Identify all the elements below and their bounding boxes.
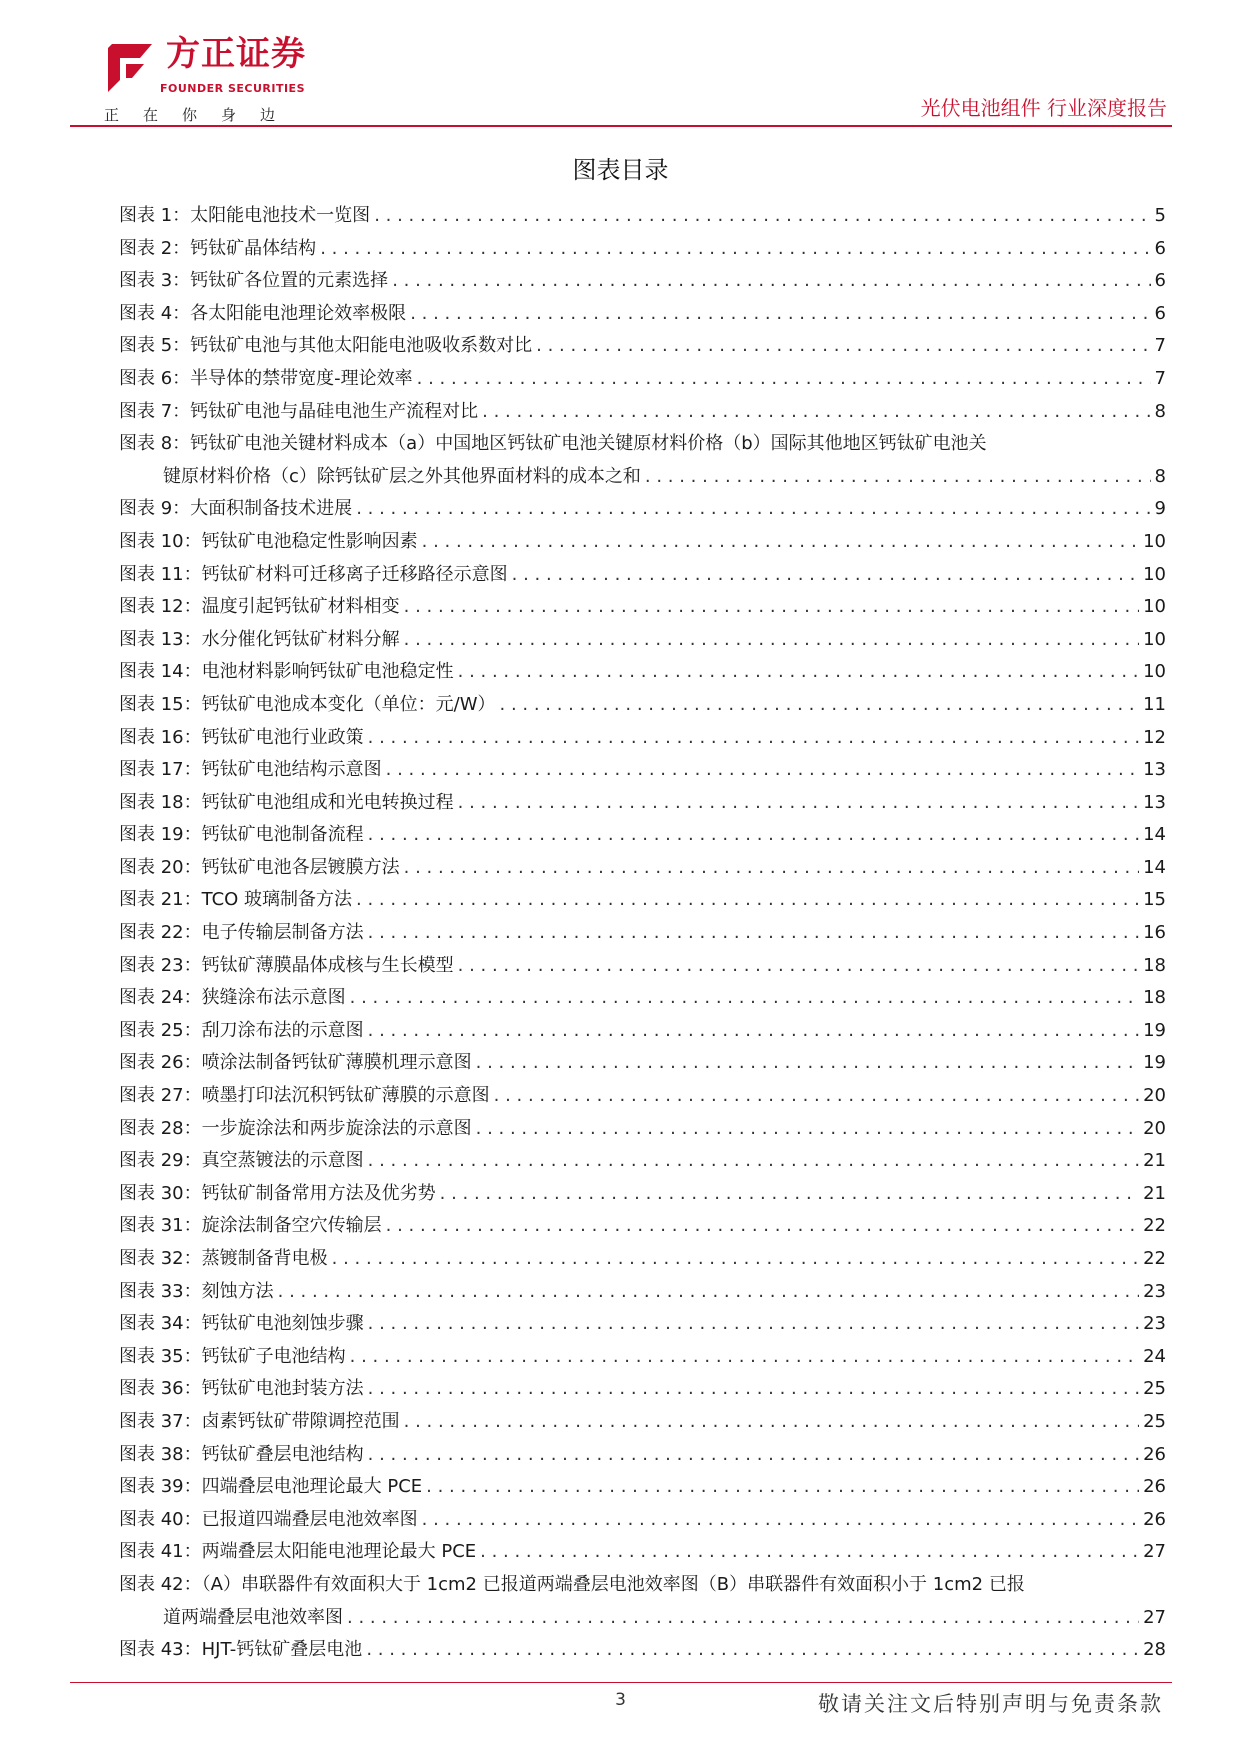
toc-entry-label: 图表 4：各太阳能电池理论效率极限 xyxy=(119,302,407,324)
toc-entry[interactable] xyxy=(119,330,1166,363)
dot-leader xyxy=(417,363,1151,396)
toc-entry[interactable] xyxy=(119,1373,1166,1406)
dot-leader xyxy=(350,982,1139,1015)
toc-entry-page: 14 xyxy=(1143,856,1166,878)
disclaimer-note: 敬请关注文后特别声明与免责条款 xyxy=(818,1692,1163,1716)
toc-entry[interactable] xyxy=(119,1210,1166,1243)
toc-entry-page: 6 xyxy=(1154,270,1166,292)
toc-entry[interactable] xyxy=(119,200,1166,233)
toc-entry[interactable] xyxy=(119,982,1166,1015)
toc-entry-page: 10 xyxy=(1143,628,1166,650)
dot-leader xyxy=(494,1080,1139,1113)
toc-entry-label: 图表 16：钙钛矿电池行业政策 xyxy=(119,726,364,748)
page-number: 3 xyxy=(615,1690,626,1710)
dot-leader xyxy=(368,1308,1139,1341)
brand-name-english: FOUNDER SECURITIES xyxy=(160,82,305,95)
toc-entry[interactable] xyxy=(119,1243,1166,1276)
toc-entry-label: 图表 7：钙钛矿电池与晶硅电池生产流程对比 xyxy=(119,400,479,422)
toc-entry[interactable] xyxy=(119,428,1166,493)
dot-leader xyxy=(320,233,1150,266)
toc-entry[interactable] xyxy=(119,722,1166,755)
toc-entry[interactable] xyxy=(119,396,1166,429)
dot-leader xyxy=(368,1015,1139,1048)
dot-leader xyxy=(404,1406,1139,1439)
toc-entry[interactable] xyxy=(119,559,1166,592)
dot-leader xyxy=(386,1210,1139,1243)
dot-leader xyxy=(458,656,1139,689)
toc-entry-label: 图表 33：刻蚀方法 xyxy=(119,1280,274,1302)
toc-entry-label: 图表 2：钙钛矿晶体结构 xyxy=(119,237,317,259)
dot-leader xyxy=(422,526,1139,559)
toc-entry-label: 图表 35：钙钛矿子电池结构 xyxy=(119,1345,346,1367)
toc-entry-page: 5 xyxy=(1154,205,1166,226)
toc-entry[interactable] xyxy=(119,1439,1166,1472)
toc-entry-label: 图表 9：大面积制备技术进展 xyxy=(119,498,353,520)
dot-leader xyxy=(356,884,1139,917)
toc-entry[interactable] xyxy=(119,1145,1166,1178)
toc-entry-page: 26 xyxy=(1143,1508,1166,1530)
founder-logo-icon xyxy=(102,40,158,96)
toc-entry-label-continued: 道两端叠层电池效率图 xyxy=(163,1606,343,1628)
toc-entry-label: 图表 12：温度引起钙钛矿材料相变 xyxy=(119,596,400,618)
toc-entry-page: 9 xyxy=(1154,498,1166,520)
toc-entry[interactable] xyxy=(119,1341,1166,1374)
dot-leader xyxy=(368,1439,1139,1472)
dot-leader xyxy=(536,330,1150,363)
toc-entry-label: 图表 30：钙钛矿制备常用方法及优劣势 xyxy=(119,1182,436,1204)
toc-entry-page: 10 xyxy=(1143,661,1166,683)
toc-entry-label: 图表 43：HJT-钙钛矿叠层电池 xyxy=(119,1639,363,1661)
toc-entry-page: 26 xyxy=(1143,1443,1166,1465)
toc-entry-page: 27 xyxy=(1143,1606,1166,1628)
toc-entry[interactable] xyxy=(119,950,1166,983)
toc-entry[interactable] xyxy=(119,1276,1166,1309)
footer-divider xyxy=(70,1682,1172,1683)
toc-entry-page: 13 xyxy=(1143,759,1166,781)
toc-entry[interactable] xyxy=(119,1113,1166,1146)
toc-entry-label: 图表 29：真空蒸镀法的示意图 xyxy=(119,1150,364,1172)
toc-entry-page: 8 xyxy=(1154,465,1166,487)
brand-name: 方正证券 xyxy=(166,34,306,74)
brand-slogan: 正在你身边 xyxy=(104,106,300,124)
toc-entry[interactable] xyxy=(119,1504,1166,1537)
toc-entry-label: 图表 23：钙钛矿薄膜晶体成核与生长模型 xyxy=(119,954,454,976)
toc-entry[interactable] xyxy=(119,591,1166,624)
toc-entry[interactable] xyxy=(119,493,1166,526)
toc-entry-label: 图表 10：钙钛矿电池稳定性影响因素 xyxy=(119,530,418,552)
toc-entry-label: 图表 6：半导体的禁带宽度-理论效率 xyxy=(119,367,413,389)
toc-entry-page: 7 xyxy=(1154,335,1166,357)
dot-leader xyxy=(512,559,1139,592)
toc-entry[interactable] xyxy=(119,819,1166,852)
toc-entry-page: 23 xyxy=(1143,1280,1166,1302)
toc-entry-page: 12 xyxy=(1143,726,1166,748)
dot-leader xyxy=(480,1536,1139,1569)
toc-entry-page: 28 xyxy=(1143,1639,1166,1661)
toc-entry[interactable] xyxy=(119,1569,1166,1634)
toc-entry-page: 6 xyxy=(1154,237,1166,259)
dot-leader xyxy=(386,754,1139,787)
toc-entry-label: 图表 5：钙钛矿电池与其他太阳能电池吸收系数对比 xyxy=(119,335,533,357)
toc-entry[interactable] xyxy=(119,689,1166,722)
toc-entry-label: 图表 34：钙钛矿电池刻蚀步骤 xyxy=(119,1313,364,1335)
toc-entry[interactable] xyxy=(119,298,1166,331)
dot-leader xyxy=(645,461,1151,494)
toc-entry[interactable] xyxy=(119,852,1166,885)
dot-leader xyxy=(458,950,1139,983)
toc-entry-page: 19 xyxy=(1143,1052,1166,1074)
toc-entry-label: 图表 39：四端叠层电池理论最大 PCE xyxy=(119,1476,423,1498)
toc-entry-page: 19 xyxy=(1143,1019,1166,1041)
toc-entry[interactable] xyxy=(119,1047,1166,1080)
dot-leader xyxy=(404,852,1139,885)
toc-entry-page: 23 xyxy=(1143,1313,1166,1335)
toc-entry[interactable] xyxy=(119,917,1166,950)
toc-entry[interactable] xyxy=(119,363,1166,396)
toc-entry[interactable] xyxy=(119,754,1166,787)
dot-leader xyxy=(404,591,1139,624)
dot-leader xyxy=(374,200,1150,233)
toc-entry-page: 26 xyxy=(1143,1476,1166,1498)
toc-entry[interactable] xyxy=(119,624,1166,657)
toc-entry-label: 图表 11：钙钛矿材料可迁移离子迁移路径示意图 xyxy=(119,563,508,585)
toc-entry-page: 20 xyxy=(1143,1117,1166,1139)
toc-entry[interactable] xyxy=(119,1536,1166,1569)
toc-entry-page: 22 xyxy=(1143,1248,1166,1269)
toc-entry-label: 图表 8：钙钛矿电池关键材料成本（a）中国地区钙钛矿电池关键原材料价格（b）国际其他地区钙钛矿电池关 xyxy=(119,433,987,455)
toc-entry-page: 20 xyxy=(1143,1085,1166,1107)
dot-leader xyxy=(366,1634,1139,1667)
toc-entry-label: 图表 40：已报道四端叠层电池效率图 xyxy=(119,1508,418,1530)
toc-entry-label: 图表 24：狭缝涂布法示意图 xyxy=(119,987,346,1009)
dot-leader xyxy=(476,1113,1139,1146)
dot-leader xyxy=(410,298,1150,331)
dot-leader xyxy=(332,1243,1139,1276)
toc-entry-page: 24 xyxy=(1143,1345,1166,1367)
toc-entry-label: 图表 17：钙钛矿电池结构示意图 xyxy=(119,759,382,781)
toc-entry-page: 11 xyxy=(1143,693,1166,715)
toc-entry-label: 图表 13：水分催化钙钛矿材料分解 xyxy=(119,628,400,650)
toc-entry-page: 16 xyxy=(1143,922,1166,944)
dot-leader xyxy=(368,1373,1139,1406)
dot-leader xyxy=(356,493,1150,526)
toc-entry-page: 8 xyxy=(1154,400,1166,422)
dot-leader xyxy=(404,624,1139,657)
toc-entry-label: 图表 42：（A）串联器件有效面积大于 1cm2 已报道两端叠层电池效率图（B）串联器件有效面积小于 1cm2 已报 xyxy=(119,1573,1025,1595)
toc-entry[interactable] xyxy=(119,787,1166,820)
toc-entry-page: 10 xyxy=(1143,563,1166,585)
dot-leader xyxy=(278,1276,1139,1309)
toc-entry-label: 图表 36：钙钛矿电池封装方法 xyxy=(119,1378,364,1400)
toc-entry-page: 21 xyxy=(1143,1182,1166,1204)
toc-entry-label: 图表 15：钙钛矿电池成本变化（单位：元/W） xyxy=(119,693,496,715)
toc-entry[interactable] xyxy=(119,1015,1166,1048)
dot-leader xyxy=(458,787,1139,820)
toc-entry-label: 图表 18：钙钛矿电池组成和光电转换过程 xyxy=(119,791,454,813)
report-type: 光伏电池组件 行业深度报告 xyxy=(920,96,1167,120)
toc-entry-label: 图表 21：TCO 玻璃制备方法 xyxy=(119,889,353,911)
toc-entry-page: 7 xyxy=(1154,367,1166,389)
dot-leader xyxy=(368,819,1139,852)
dot-leader xyxy=(368,1145,1139,1178)
toc-entry[interactable] xyxy=(119,1406,1166,1439)
toc-entry-label: 图表 22：电子传输层制备方法 xyxy=(119,922,364,944)
toc-entry[interactable] xyxy=(119,526,1166,559)
toc-entry-page: 25 xyxy=(1143,1378,1166,1400)
toc-entry[interactable] xyxy=(119,265,1166,298)
toc-entry-label: 图表 25：刮刀涂布法的示意图 xyxy=(119,1019,364,1041)
toc-entry-label: 图表 38：钙钛矿叠层电池结构 xyxy=(119,1443,364,1465)
toc-entry[interactable] xyxy=(119,1471,1166,1504)
toc-title: 图表目录 xyxy=(572,156,669,184)
toc-entry-page: 14 xyxy=(1143,824,1166,846)
toc-entry-page: 15 xyxy=(1143,889,1166,911)
dot-leader xyxy=(476,1047,1139,1080)
dot-leader xyxy=(350,1341,1139,1374)
dot-leader xyxy=(392,265,1150,298)
toc-entry-page: 10 xyxy=(1143,596,1166,618)
toc-entry-page: 6 xyxy=(1154,302,1166,324)
toc-entry[interactable] xyxy=(119,1308,1166,1341)
toc-entry[interactable] xyxy=(119,1080,1166,1113)
toc-entry-label: 图表 28：一步旋涂法和两步旋涂法的示意图 xyxy=(119,1117,472,1139)
toc-entry-label: 图表 31：旋涂法制备空穴传输层 xyxy=(119,1215,382,1237)
dot-leader xyxy=(368,722,1139,755)
toc-entry[interactable] xyxy=(119,233,1166,266)
toc-entry-page: 22 xyxy=(1143,1215,1166,1237)
dot-leader xyxy=(482,396,1150,429)
dot-leader xyxy=(422,1504,1139,1537)
toc-entry-page: 25 xyxy=(1143,1410,1166,1432)
toc-entry-label: 图表 3：钙钛矿各位置的元素选择 xyxy=(119,270,389,292)
dot-leader xyxy=(347,1602,1139,1635)
toc-entry-page: 27 xyxy=(1143,1541,1166,1563)
toc-entry-page: 21 xyxy=(1143,1150,1166,1172)
toc-entry[interactable] xyxy=(119,1634,1166,1667)
dot-leader xyxy=(426,1471,1139,1504)
toc-entry[interactable] xyxy=(119,656,1166,689)
toc-entry-label: 图表 26：喷涂法制备钙钛矿薄膜机理示意图 xyxy=(119,1052,472,1074)
toc-entry-page: 10 xyxy=(1143,530,1166,552)
toc-entry-label: 图表 41：两端叠层太阳能电池理论最大 PCE xyxy=(119,1541,477,1563)
toc-entry-label: 图表 14：电池材料影响钙钛矿电池稳定性 xyxy=(119,661,454,683)
dot-leader xyxy=(500,689,1140,722)
toc-entry[interactable] xyxy=(119,1178,1166,1211)
dot-leader xyxy=(440,1178,1139,1211)
toc-entry-page: 13 xyxy=(1143,791,1166,813)
toc-entry-label: 图表 1：太阳能电池技术一览图 xyxy=(119,205,371,226)
dot-leader xyxy=(368,917,1139,950)
header-divider xyxy=(70,125,1172,127)
toc-entry[interactable] xyxy=(119,884,1166,917)
toc-entry-label: 图表 20：钙钛矿电池各层镀膜方法 xyxy=(119,856,400,878)
page-header xyxy=(0,0,1241,128)
toc-entry-label: 图表 32：蒸镀制备背电极 xyxy=(119,1248,328,1269)
toc-entry-label-continued: 键原材料价格（c）除钙钛矿层之外其他界面材料的成本之和 xyxy=(163,465,641,487)
toc-entry-label: 图表 19：钙钛矿电池制备流程 xyxy=(119,824,364,846)
toc-entry-page: 18 xyxy=(1143,954,1166,976)
toc-entry-label: 图表 37：卤素钙钛矿带隙调控范围 xyxy=(119,1410,400,1432)
toc-entry-page: 18 xyxy=(1143,987,1166,1009)
toc-entry-label: 图表 27：喷墨打印法沉积钙钛矿薄膜的示意图 xyxy=(119,1085,490,1107)
figure-table-of-contents xyxy=(119,200,1166,1667)
